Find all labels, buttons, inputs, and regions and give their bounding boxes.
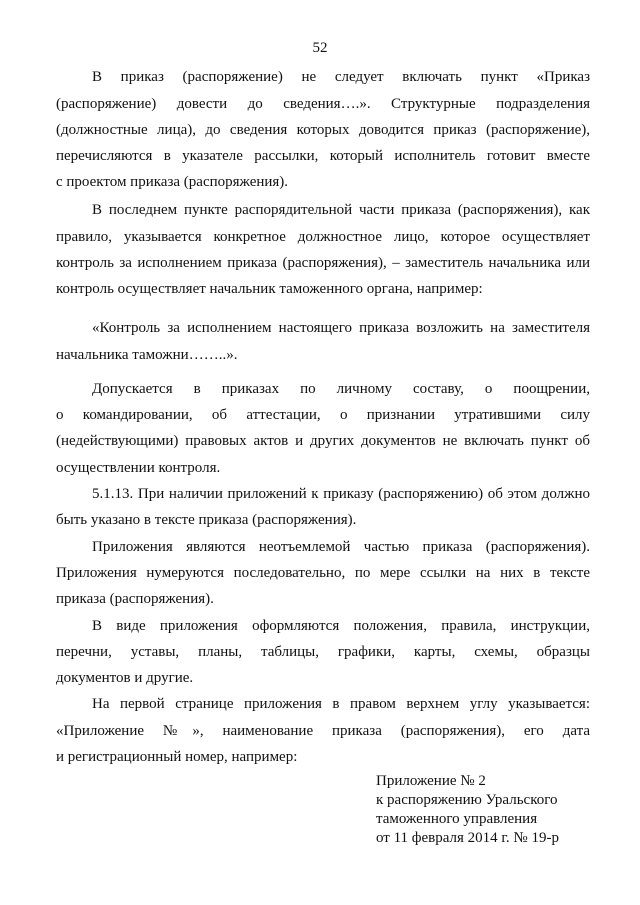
text-line: правило, указывается конкретное должностное лицо, которое осуществляет xyxy=(56,229,590,245)
attachment-number: Приложение № 2 xyxy=(376,773,486,789)
text-line: (должностные лица), до сведения которых доводится приказ (распоряжение), xyxy=(56,122,590,138)
text-line: осуществлении контроля. xyxy=(56,460,221,476)
text-line: перечни, уставы, планы, таблицы, графики, карты, схемы, образцы xyxy=(56,644,590,660)
text-line: и регистрационный номер, например: xyxy=(56,749,298,765)
text-line: документов и другие. xyxy=(56,670,194,686)
text-line: (недействующими) правовых актов и других документов не включать пункт об xyxy=(56,433,590,449)
text-line: «Приложение №», наименование приказа (распоряжения), его дата xyxy=(56,723,590,739)
text-line: приказа (распоряжения). xyxy=(56,591,214,607)
text-line: Приложения нумеруются последовательно, по мере ссылки на них в тексте xyxy=(56,565,590,581)
attachment-date-number: от 11 февраля 2014 г. № 19-р xyxy=(376,830,559,846)
text-line: перечисляются в указателе рассылки, который исполнитель готовит вместе xyxy=(56,148,590,164)
page-number: 52 xyxy=(312,40,328,56)
text-line: с проектом приказа (распоряжения). xyxy=(56,174,289,190)
text-line: В виде приложения оформляются положения, правила, инструкции, xyxy=(92,618,590,634)
text-line: В приказ (распоряжение) не следует включать пункт «Приказ xyxy=(92,69,590,85)
text-line: о командировании, об аттестации, о признании утратившими силу xyxy=(56,407,590,423)
attachment-authority: таможенного управления xyxy=(376,811,538,827)
text-line: «Контроль за исполнением настоящего приказа возложить на заместителя xyxy=(92,320,590,336)
text-line: В последнем пункте распорядительной части приказа (распоряжения), как xyxy=(92,202,590,218)
text-line: 5.1.13. При наличии приложений к приказу (распоряжению) об этом должно xyxy=(92,486,590,502)
text-line: (распоряжение) довести до сведения….». Структурные подразделения xyxy=(56,96,590,112)
text-line: контроль осуществляет начальник таможенного органа, например: xyxy=(56,281,483,297)
attachment-order-ref: к распоряжению Уральского xyxy=(376,792,558,808)
text-line: Допускается в приказах по личному составу, о поощрении, xyxy=(92,381,590,397)
text-line: На первой странице приложения в правом верхнем углу указывается: xyxy=(92,696,590,712)
text-line: Приложения являются неотъемлемой частью приказа (распоряжения). xyxy=(92,539,590,555)
text-line: контроль за исполнением приказа (распоряжения), – заместитель начальника или xyxy=(56,255,590,271)
text-line: быть указано в тексте приказа (распоряжения). xyxy=(56,512,357,528)
text-line: начальника таможни……..». xyxy=(56,347,238,363)
